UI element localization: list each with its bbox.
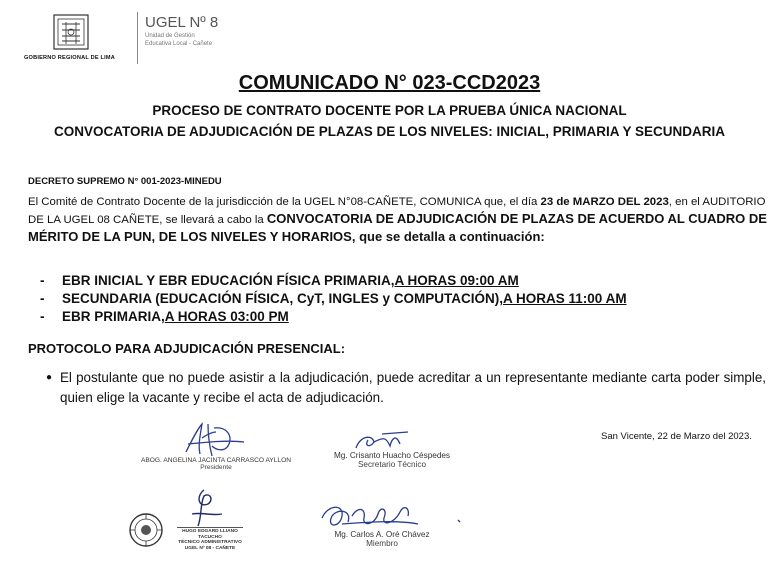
signature-technician-icon	[182, 488, 232, 528]
schedule-dash: -	[40, 309, 45, 324]
schedule-list	[40, 272, 760, 326]
unit-label-line2: Educativa Local - Cañete	[145, 40, 213, 47]
announcement-paragraph	[28, 194, 770, 246]
signature-president-icon	[178, 420, 248, 460]
signature-member-icon	[318, 498, 468, 534]
schedule-dash: -	[40, 273, 45, 288]
schedule-dash: -	[40, 291, 45, 306]
schedule-label: SECUNDARIA (EDUCACIÓN FÍSICA, CyT, INGLES y COMPUTACIÓN),	[62, 291, 504, 306]
signer-role: Secretario Técnico	[357, 460, 427, 469]
protocol-title: PROTOCOLO PARA ADJUDICACIÓN PRESENCIAL:	[28, 341, 346, 356]
document-subtitle: PROCESO DE CONTRATO DOCENTE POR LA PRUEBA ÚNICA NACIONAL	[152, 103, 627, 118]
schedule-time: A HORAS 11:00 AM	[503, 291, 627, 306]
paragraph-date: 23 de MARZO DEL 2023	[540, 196, 669, 208]
signer-role: Miembro	[366, 539, 398, 548]
signature-block-secretary	[318, 451, 466, 469]
protocol-bullet-text: El postulante que no puede asistir a la adjudicación, puede acreditar a un representante mediante carta poder simple, quien elige la vacante y recibe el acta de adjudicación.	[60, 370, 766, 405]
schedule-label: EBR PRIMARIA,	[62, 309, 165, 324]
regional-government-label: GOBIERNO REGIONAL DE LIMA	[24, 55, 115, 61]
signer-role: Presidente	[200, 464, 232, 471]
signature-block-member	[308, 530, 456, 548]
technician-stamp	[177, 527, 243, 551]
regional-government-logo	[46, 14, 96, 50]
bullet-dot-icon: ●	[46, 372, 53, 383]
schedule-label: EBR INICIAL Y EBR EDUCACIÓN FÍSICA PRIMARIA,	[62, 273, 395, 288]
date-line: San Vicente, 22 de Marzo del 2023.	[601, 431, 752, 442]
decree-reference: DECRETO SUPREMO N° 001-2023-MINEDU	[28, 176, 222, 187]
protocol-bullet	[46, 368, 766, 408]
ugel-label: UGEL Nº 8	[145, 14, 219, 31]
stamp-line1: HUGO EDGARD LLIANO TACUCHO	[182, 529, 238, 540]
header-divider	[137, 12, 138, 64]
signer-name: Mg. Carlos A. Oré Chávez	[334, 530, 430, 539]
stamp-line3: UGEL Nº 08 - CAÑETE	[184, 545, 236, 551]
document-title: COMUNICADO N° 023-CCD2023	[238, 72, 541, 94]
schedule-item	[40, 272, 760, 290]
schedule-item	[40, 290, 760, 308]
schedule-time: A HORAS 09:00 AM	[394, 273, 519, 288]
unit-label-line1: Unidad de Gestión	[145, 33, 195, 39]
schedule-time: A HORAS 03:00 PM	[164, 309, 289, 324]
unit-label	[145, 33, 212, 48]
paragraph-part1: El Comité de Contrato Docente de la jurisdicción de la UGEL N°08-CAÑETE, COMUNICA que, el día	[28, 196, 541, 208]
signer-name: Mg. Crisanto Huacho Céspedes	[333, 451, 451, 460]
paragraph-part2: , en el AUDITORIO DE LA UGEL 08 CAÑETE, se llevará a cabo la	[28, 196, 766, 226]
official-seal-icon	[128, 512, 164, 548]
signer-name: ABOG. ANGELINA JACINTA CARRASCO AYLLON	[141, 457, 291, 464]
schedule-item	[40, 308, 760, 326]
stamp-line2: TÉCNICO ADMINISTRATIVO	[178, 540, 242, 546]
paragraph-emphasis: CONVOCATORIA DE ADJUDICACIÓN DE PLAZAS DE ACUERDO AL CUADRO DE MÉRITO DE LA PUN, DE LOS NIVELES Y HORARIOS, que se detalla a continuación:	[28, 210, 767, 244]
document-subtitle-2: CONVOCATORIA DE ADJUDICACIÓN DE PLAZAS DE LOS NIVELES: INICIAL, PRIMARIA Y SECUNDARIA	[53, 124, 726, 139]
signature-block-president	[120, 457, 312, 471]
